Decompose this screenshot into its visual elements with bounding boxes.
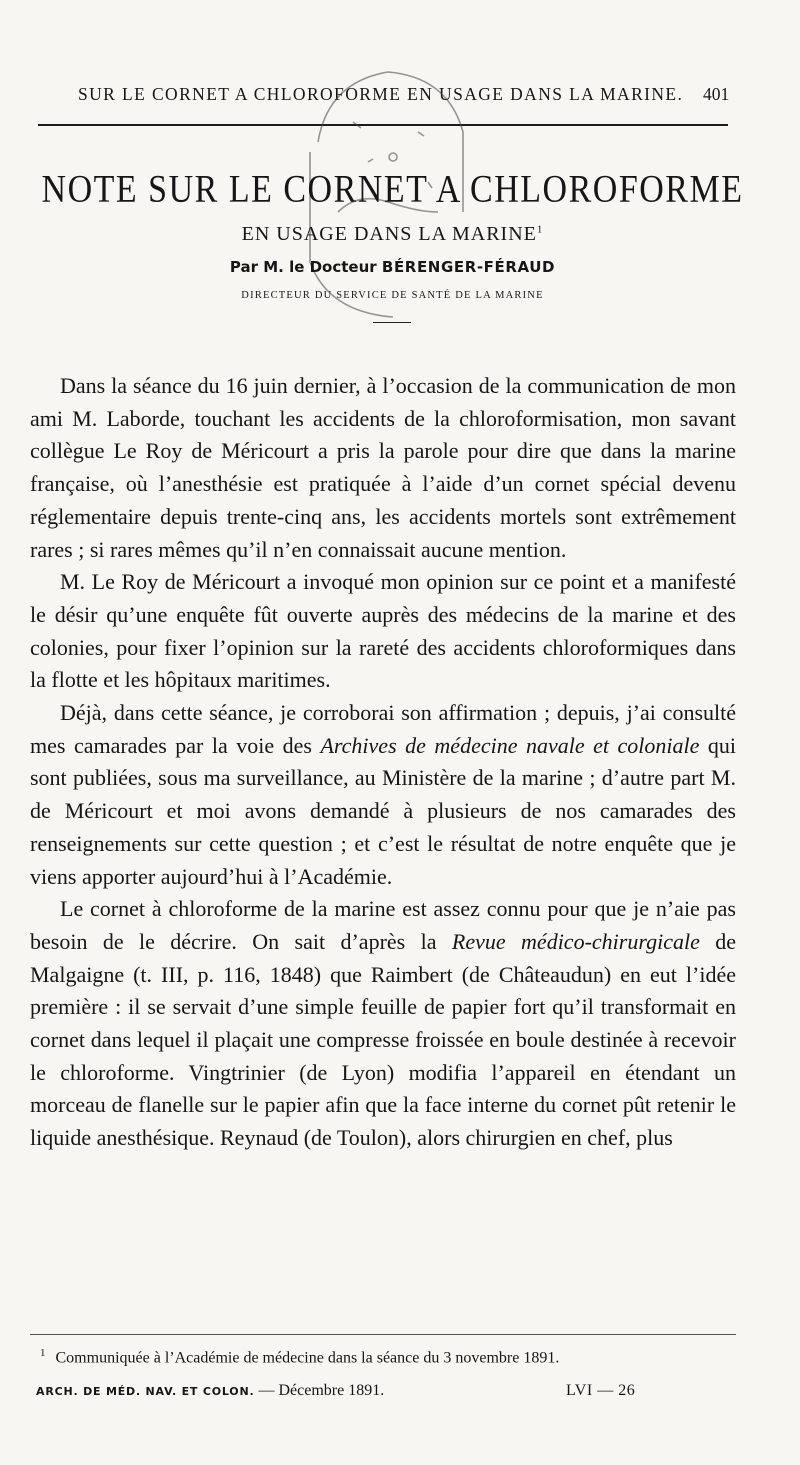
paragraph-3-text-b: qui sont publiées, sous ma surveillance, au Ministère de la marine ; d’autre part M. de Méricourt et moi avons demandé à plusieurs de nos camarades des renseignements sur cette question ; et c’est le résultat de notre enquête que je viens apporter aujourd’hui à l’Académie. (30, 732, 737, 889)
paragraph-4-text-a: Le cornet à chloroforme de la marine est assez connu pour que je n’aie pas besoin de le décrire. On sait d’après la (30, 896, 736, 954)
footnote-text: Communiquée à l’Académie de médecine dans la séance du 3 novembre 1891. (55, 1349, 560, 1367)
article-subtitle (40, 223, 745, 246)
title-divider (373, 322, 411, 323)
paragraph-4 (30, 893, 736, 1155)
paragraph-3 (30, 697, 736, 893)
byline-prefix: Par M. le Docteur (229, 258, 377, 276)
byline (40, 258, 745, 276)
paragraph-1: Dans la séance du 16 juin dernier, à l’occasion de la communication de mon ami M. Laborde, touchant les accidents de la chloroformisation, mon savant collègue Le Roy de Méricourt a pris la parole pour dire que dans la marine française, où l’anesthésie est pratiquée à l’aide d’un cornet spécial devenu réglementaire depuis trente-cinq ans, les accidents mortels sont extrêmement rares ; si rares mêmes qu’il n’en connaissait aucune mention. (30, 373, 736, 562)
running-head (0, 80, 800, 110)
footer-date: — Décembre 1891. (258, 1382, 385, 1399)
footer-journal: ARCH. DE MÉD. NAV. ET COLON. (36, 1385, 255, 1398)
article-body (30, 370, 736, 1155)
footnote-rule (30, 1334, 736, 1335)
paragraph-3-text-a: Déjà, dans cette séance, je corroborai son affirmation ; depuis, j’ai consulté mes camarades par la voie des (30, 700, 736, 758)
paragraph-4-text-b: de Malgaigne (t. III, p. 116, 1848) que Raimbert (de Châteaudun) en eut l’idée première : il se servait d’une simple feuille de papier fort qu’il transformait en cornet dans lequel il plaçait une compresse froissée en boule destinée à recevoir le chloroforme. Vingtrinier (de Lyon) modifia l’appareil en étendant un morceau de flanelle sur le papier afin que la face interne du cornet pût retenir le liquide anesthésique. Reynaud (de Toulon), alors chirurgien en chef, plus (30, 928, 737, 1151)
author-name: BÉRENGER-FÉRAUD (381, 258, 556, 276)
page-footer (36, 1382, 736, 1400)
journal-title-italic: Archives de médecine navale et coloniale (320, 732, 700, 758)
footer-sheet-signature: LVI — 26 (566, 1382, 636, 1399)
header-rule (38, 124, 728, 126)
page-number: 401 (703, 84, 730, 104)
author-affiliation: DIRECTEUR DU SERVICE DE SANTÉ DE LA MARINE (241, 290, 544, 301)
subtitle-text: EN USAGE DANS LA MARINE (241, 223, 537, 245)
revue-title-italic: Revue médico-chirurgicale (451, 928, 700, 954)
footnote-marker: 1 (40, 1347, 46, 1359)
footnote (40, 1347, 740, 1367)
article-title: NOTE SUR LE CORNET A CHLOROFORME (41, 168, 744, 211)
running-head-title: SUR LE CORNET A CHLOROFORME EN USAGE DANS LA MARINE. (78, 84, 684, 104)
footnote-reference: 1 (536, 223, 544, 236)
paragraph-2: M. Le Roy de Méricourt a invoqué mon opinion sur ce point et a manifesté le désir qu’une enquête fût ouverte auprès des médecins de la marine et des colonies, pour fixer l’opinion sur la rareté des accidents chloroformiques dans la flotte et les hôpitaux maritimes. (30, 569, 736, 693)
